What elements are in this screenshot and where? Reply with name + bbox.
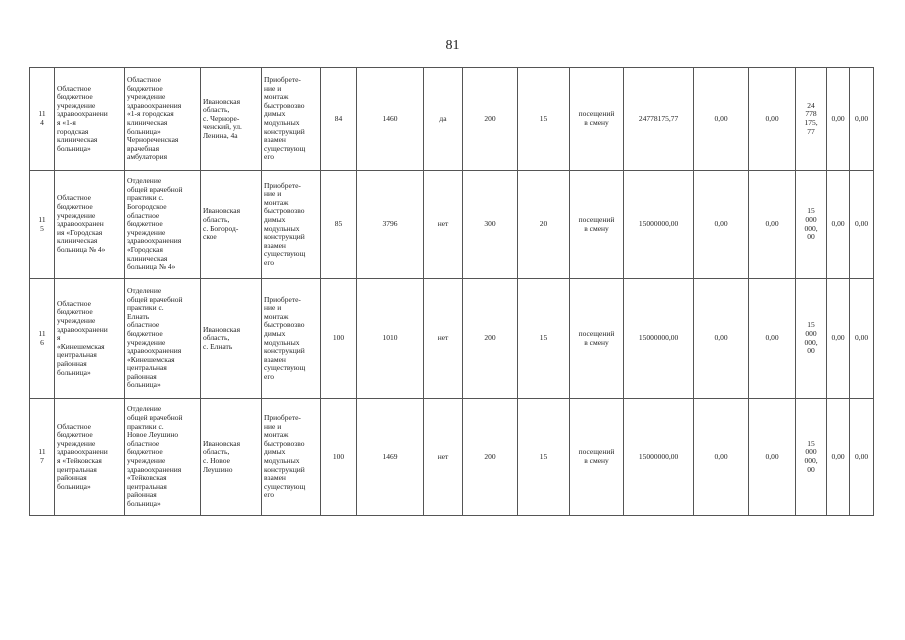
value-cell: 15 — [518, 279, 570, 399]
address-cell: Ивановская область, с. Черноре- ченский, ул. Ленина, 4а — [201, 68, 262, 171]
unit-cell: посещений в смену — [570, 399, 624, 516]
value-cell: нет — [424, 279, 463, 399]
value-cell: 200 — [463, 279, 518, 399]
table-row — [30, 399, 874, 516]
row-number-cell: 11 6 — [30, 279, 55, 399]
program-table — [29, 67, 874, 516]
value-cell: 3796 — [357, 171, 424, 279]
value-cell: 0,00 — [694, 68, 749, 171]
table-body — [30, 68, 874, 516]
customer-cell: Областное бюджетное учреждение здравоохранени я «Кинешемская центральная районная больница» — [55, 279, 125, 399]
value-cell: 200 — [463, 68, 518, 171]
address-cell: Ивановская область, с. Елнать — [201, 279, 262, 399]
work-type-cell: Приобрете- ние и монтаж быстровозво димых модульных конструкций взамен существующ его — [262, 171, 321, 279]
customer-cell: Областное бюджетное учреждение здравоохранени я «1-я городская клиническая больница» — [55, 68, 125, 171]
value-cell: 1469 — [357, 399, 424, 516]
work-type-cell: Приобрете- ние и монтаж быстровозво димых модульных конструкций взамен существующ его — [262, 279, 321, 399]
value-cell: 15 — [518, 68, 570, 171]
value-cell: 0,00 — [749, 399, 796, 516]
unit-cell: посещений в смену — [570, 171, 624, 279]
value-cell: 100 — [321, 399, 357, 516]
value-cell: да — [424, 68, 463, 171]
value-cell: 1460 — [357, 68, 424, 171]
work-type-cell: Приобрете- ние и монтаж быстровозво димых модульных конструкций взамен существующ его — [262, 399, 321, 516]
table-row — [30, 279, 874, 399]
value-cell: нет — [424, 171, 463, 279]
value-cell: 0,00 — [749, 68, 796, 171]
value-cell: 0,00 — [850, 279, 874, 399]
value-cell: 100 — [321, 279, 357, 399]
total-cell: 15000000,00 — [624, 279, 694, 399]
value-cell: 0,00 — [694, 171, 749, 279]
value-cell: 15 000 000, 00 — [796, 279, 827, 399]
row-number-cell: 11 7 — [30, 399, 55, 516]
value-cell: 200 — [463, 399, 518, 516]
object-cell: Отделение общей врачебной практики с. Новое Леушино областное бюджетное учреждение здравоохранения «Тейковская центральная районная больница» — [125, 399, 201, 516]
object-cell: Областное бюджетное учреждение здравоохранения «1-я городская клиническая больница» Чернореченская врачебная амбулатория — [125, 68, 201, 171]
page-number: 81 — [445, 38, 460, 53]
value-cell: 0,00 — [827, 399, 850, 516]
work-type-cell: Приобрете- ние и монтаж быстровозво димых модульных конструкций взамен существующ его — [262, 68, 321, 171]
value-cell: 15 000 000, 00 — [796, 399, 827, 516]
value-cell: 0,00 — [749, 171, 796, 279]
value-cell: 20 — [518, 171, 570, 279]
value-cell: 1010 — [357, 279, 424, 399]
object-cell: Отделение общей врачебной практики с. Богородское областное бюджетное учреждение здравоохранения «Городская клиническая больница № 4» — [125, 171, 201, 279]
value-cell: 0,00 — [827, 279, 850, 399]
total-cell: 15000000,00 — [624, 399, 694, 516]
value-cell: 300 — [463, 171, 518, 279]
value-cell: 0,00 — [850, 68, 874, 171]
address-cell: Ивановская область, с. Новое Леушино — [201, 399, 262, 516]
value-cell: 0,00 — [827, 171, 850, 279]
value-cell: 24 778 175, 77 — [796, 68, 827, 171]
unit-cell: посещений в смену — [570, 279, 624, 399]
customer-cell: Областное бюджетное учреждение здравоохранени я «Тейковская центральная районная больница» — [55, 399, 125, 516]
value-cell: 0,00 — [827, 68, 850, 171]
table-row — [30, 171, 874, 279]
value-cell: 0,00 — [694, 399, 749, 516]
total-cell: 24778175,77 — [624, 68, 694, 171]
value-cell: 15 — [518, 399, 570, 516]
value-cell: 0,00 — [694, 279, 749, 399]
value-cell: 15 000 000, 00 — [796, 171, 827, 279]
row-number-cell: 11 5 — [30, 171, 55, 279]
row-number-cell: 11 4 — [30, 68, 55, 171]
unit-cell: посещений в смену — [570, 68, 624, 171]
table-row — [30, 68, 874, 171]
value-cell: 84 — [321, 68, 357, 171]
value-cell: 0,00 — [850, 171, 874, 279]
value-cell: 0,00 — [850, 399, 874, 516]
object-cell: Отделение общей врачебной практики с. Елнать областное бюджетное учреждение здравоохранения «Кинешемская центральная районная больница» — [125, 279, 201, 399]
value-cell: нет — [424, 399, 463, 516]
value-cell: 0,00 — [749, 279, 796, 399]
total-cell: 15000000,00 — [624, 171, 694, 279]
address-cell: Ивановская область, с. Богород- ское — [201, 171, 262, 279]
customer-cell: Областное бюджетное учреждение здравоохранен ия «Городская клиническая больница № 4» — [55, 171, 125, 279]
value-cell: 85 — [321, 171, 357, 279]
